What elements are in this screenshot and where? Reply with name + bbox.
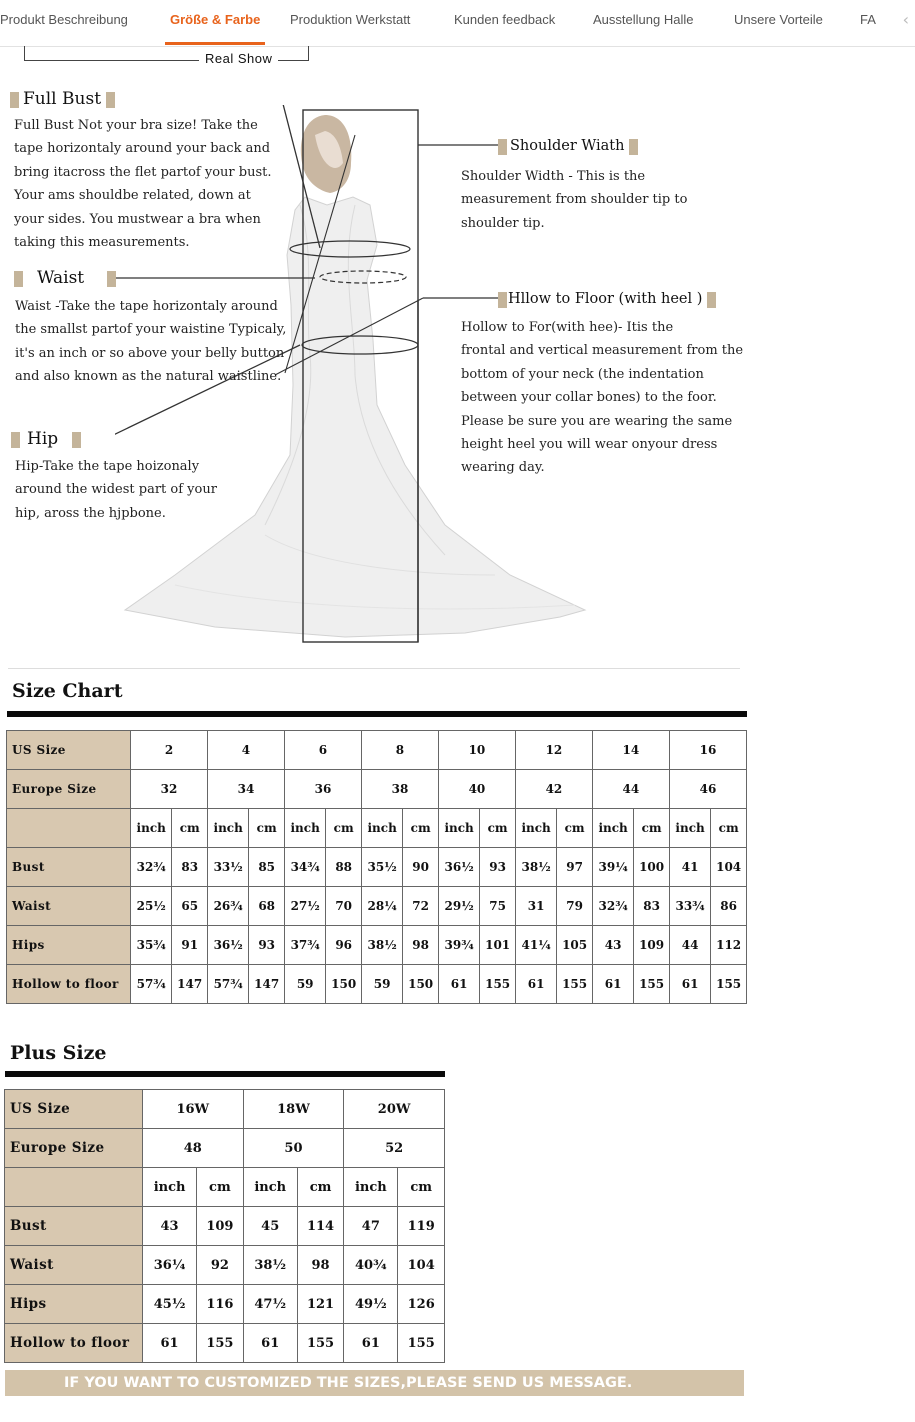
size-value-cell: 33¾ <box>669 887 710 926</box>
shoulder-width-description: Shoulder Width - This is the measurement from shoulder tip to shoulder tip. <box>461 169 688 231</box>
unit-cm-cell: cm <box>326 809 362 848</box>
size-value-cell: 61 <box>592 965 633 1004</box>
size-value-cell: 147 <box>172 965 208 1004</box>
unit-inch-cell: inch <box>207 809 248 848</box>
size-row-label: Waist <box>7 887 131 926</box>
hip-title: Hip <box>27 429 59 449</box>
size-value-cell: 35¾ <box>131 926 172 965</box>
size-value-cell: 105 <box>557 926 593 965</box>
plus-value-cell: 126 <box>398 1285 445 1324</box>
size-row-label: Hollow to floor <box>7 965 131 1004</box>
plus-value-cell: 109 <box>197 1207 244 1246</box>
size-value-cell: 150 <box>326 965 362 1004</box>
hollow-marker-end <box>707 292 716 308</box>
size-value-cell: 38½ <box>361 926 402 965</box>
us-size-cell: 8 <box>361 731 438 770</box>
plus-value-cell: 36¼ <box>143 1246 197 1285</box>
full-bust-description: Full Bust Not your bra size! Take the tape horizontaly around your back and bring itacross the flet partof your bust. Your ams shouldbe related, down at your sides. You mustwear a bra when taking this measurements. <box>14 118 272 251</box>
size-value-cell: 39¾ <box>438 926 479 965</box>
plus-value-cell: 121 <box>297 1285 344 1324</box>
plus-europe-size-label: Europe Size <box>5 1129 143 1168</box>
unit-inch-cell: inch <box>515 809 556 848</box>
plus-value-cell: 114 <box>297 1207 344 1246</box>
active-tab-underline <box>165 42 265 45</box>
plus-value-cell: 92 <box>197 1246 244 1285</box>
us-size-cell: 6 <box>284 731 361 770</box>
size-row-hips <box>7 926 747 965</box>
size-value-cell: 91 <box>172 926 208 965</box>
size-row-label: Hips <box>7 926 131 965</box>
size-chart-title-rule <box>7 711 747 717</box>
custom-size-notice <box>5 1370 744 1396</box>
size-value-cell: 72 <box>403 887 439 926</box>
size-value-cell: 26¾ <box>207 887 248 926</box>
size-value-cell: 104 <box>711 848 747 887</box>
plus-row-label: Hollow to floor <box>5 1324 143 1363</box>
plus-europe-size-cell: 50 <box>243 1129 344 1168</box>
us-size-cell: 12 <box>515 731 592 770</box>
hip-marker-end <box>72 432 81 448</box>
full-bust-marker-end <box>106 92 115 108</box>
europe-size-cell: 42 <box>515 770 592 809</box>
plus-row-waist <box>5 1246 445 1285</box>
size-value-cell: 150 <box>403 965 439 1004</box>
plus-unit-inch-cell: inch <box>344 1168 398 1207</box>
plus-unit-cm-cell: cm <box>197 1168 244 1207</box>
plus-value-cell: 61 <box>344 1324 398 1363</box>
size-value-cell: 28¼ <box>361 887 402 926</box>
size-value-cell: 79 <box>557 887 593 926</box>
size-value-cell: 109 <box>634 926 670 965</box>
size-value-cell: 41 <box>669 848 710 887</box>
size-value-cell: 147 <box>249 965 285 1004</box>
full-bust-title: Full Bust <box>23 89 102 109</box>
size-value-cell: 36½ <box>438 848 479 887</box>
size-value-cell: 83 <box>634 887 670 926</box>
size-value-cell: 33½ <box>207 848 248 887</box>
size-value-cell: 155 <box>557 965 593 1004</box>
size-value-cell: 75 <box>480 887 516 926</box>
size-value-cell: 70 <box>326 887 362 926</box>
plus-value-cell: 47½ <box>243 1285 297 1324</box>
unit-row-label <box>7 809 131 848</box>
size-row-bust <box>7 848 747 887</box>
size-value-cell: 86 <box>711 887 747 926</box>
waist-title: Waist <box>37 268 85 288</box>
size-value-cell: 98 <box>403 926 439 965</box>
plus-value-cell: 40¾ <box>344 1246 398 1285</box>
unit-cm-cell: cm <box>403 809 439 848</box>
plus-row-hollow-to-floor <box>5 1324 445 1363</box>
size-value-cell: 35½ <box>361 848 402 887</box>
plus-row-label: Bust <box>5 1207 143 1246</box>
plus-europe-size-cell: 48 <box>143 1129 244 1168</box>
plus-value-cell: 155 <box>197 1324 244 1363</box>
plus-unit-row <box>5 1168 445 1207</box>
waist-description: Waist -Take the tape horizontaly around the smallst partof your waistine Typicaly, it's an inch or so above your belly button and also known as the natural waistline. <box>15 299 287 385</box>
europe-size-cell: 32 <box>131 770 208 809</box>
size-value-cell: 61 <box>438 965 479 1004</box>
hollow-marker <box>498 292 507 308</box>
plus-us-size-cell: 18W <box>243 1090 344 1129</box>
size-chart-title: Size Chart <box>12 680 123 702</box>
size-value-cell: 59 <box>284 965 325 1004</box>
size-value-cell: 38½ <box>515 848 556 887</box>
plus-row-label: Hips <box>5 1285 143 1324</box>
europe-size-cell: 36 <box>284 770 361 809</box>
tab-product-description[interactable]: Produkt Beschreibung <box>0 12 128 27</box>
size-value-cell: 155 <box>480 965 516 1004</box>
size-value-cell: 29½ <box>438 887 479 926</box>
unit-cm-cell: cm <box>172 809 208 848</box>
size-value-cell: 43 <box>592 926 633 965</box>
plus-value-cell: 116 <box>197 1285 244 1324</box>
europe-size-cell: 38 <box>361 770 438 809</box>
size-value-cell: 57¾ <box>207 965 248 1004</box>
us-size-cell: 4 <box>207 731 284 770</box>
unit-cm-cell: cm <box>249 809 285 848</box>
size-value-cell: 101 <box>480 926 516 965</box>
size-value-cell: 100 <box>634 848 670 887</box>
unit-inch-cell: inch <box>438 809 479 848</box>
shoulder-width-title: Shoulder Wiath <box>510 138 625 154</box>
size-value-cell: 32¾ <box>131 848 172 887</box>
europe-size-cell: 44 <box>592 770 669 809</box>
size-value-cell: 31 <box>515 887 556 926</box>
unit-cm-cell: cm <box>634 809 670 848</box>
plus-unit-cm-cell: cm <box>398 1168 445 1207</box>
plus-row-label: Waist <box>5 1246 143 1285</box>
size-value-cell: 112 <box>711 926 747 965</box>
hip-description: Hip-Take the tape hoizonaly around the widest part of your hip, aross the hjpbone. <box>15 459 217 521</box>
shoulder-marker-end <box>629 139 638 155</box>
us-size-cell: 2 <box>131 731 208 770</box>
unit-cm-cell: cm <box>711 809 747 848</box>
size-value-cell: 65 <box>172 887 208 926</box>
size-value-cell: 27½ <box>284 887 325 926</box>
chevron-left-icon[interactable]: ‹ <box>902 10 909 29</box>
plus-size-table <box>4 1089 445 1363</box>
plus-us-size-cell: 16W <box>143 1090 244 1129</box>
custom-size-notice-text: IF YOU WANT TO CUSTOMIZED THE SIZES,PLEASE SEND US MESSAGE. <box>64 1375 633 1391</box>
plus-value-cell: 49½ <box>344 1285 398 1324</box>
size-value-cell: 37¾ <box>284 926 325 965</box>
plus-value-cell: 155 <box>297 1324 344 1363</box>
plus-value-cell: 119 <box>398 1207 445 1246</box>
size-value-cell: 88 <box>326 848 362 887</box>
plus-value-cell: 45 <box>243 1207 297 1246</box>
size-value-cell: 85 <box>249 848 285 887</box>
europe-size-row <box>7 770 747 809</box>
plus-value-cell: 38½ <box>243 1246 297 1285</box>
size-value-cell: 83 <box>172 848 208 887</box>
size-value-cell: 32¾ <box>592 887 633 926</box>
plus-value-cell: 98 <box>297 1246 344 1285</box>
hollow-to-floor-title: Hllow to Floor (with heel ) <box>508 291 703 307</box>
unit-cm-cell: cm <box>557 809 593 848</box>
size-value-cell: 97 <box>557 848 593 887</box>
size-value-cell: 34¾ <box>284 848 325 887</box>
real-show-label: Real Show <box>199 51 278 66</box>
plus-europe-size-row <box>5 1129 445 1168</box>
size-value-cell: 96 <box>326 926 362 965</box>
full-bust-marker <box>10 92 19 108</box>
plus-value-cell: 45½ <box>143 1285 197 1324</box>
unit-inch-cell: inch <box>131 809 172 848</box>
size-value-cell: 90 <box>403 848 439 887</box>
plus-value-cell: 43 <box>143 1207 197 1246</box>
tab-production-workshop[interactable]: Produktion Werkstatt <box>290 12 411 27</box>
tab-faq[interactable]: FA <box>860 12 876 27</box>
plus-unit-inch-cell: inch <box>243 1168 297 1207</box>
size-value-cell: 59 <box>361 965 402 1004</box>
us-size-cell: 10 <box>438 731 515 770</box>
size-value-cell: 41¼ <box>515 926 556 965</box>
size-value-cell: 68 <box>249 887 285 926</box>
plus-size-title-rule <box>5 1071 445 1077</box>
size-row-label: Bust <box>7 848 131 887</box>
plus-us-size-label: US Size <box>5 1090 143 1129</box>
size-chart-table <box>6 730 747 1004</box>
plus-unit-row-label <box>5 1168 143 1207</box>
size-value-cell: 61 <box>515 965 556 1004</box>
real-show-bracket <box>24 46 309 66</box>
size-value-cell: 36½ <box>207 926 248 965</box>
plus-value-cell: 47 <box>344 1207 398 1246</box>
europe-size-cell: 34 <box>207 770 284 809</box>
size-value-cell: 155 <box>634 965 670 1004</box>
size-value-cell: 93 <box>480 848 516 887</box>
size-value-cell: 155 <box>711 965 747 1004</box>
size-value-cell: 61 <box>669 965 710 1004</box>
unit-inch-cell: inch <box>669 809 710 848</box>
tab-our-advantages[interactable]: Unsere Vorteile <box>734 12 823 27</box>
plus-row-hips <box>5 1285 445 1324</box>
size-value-cell: 57¾ <box>131 965 172 1004</box>
unit-inch-cell: inch <box>361 809 402 848</box>
hip-marker <box>11 432 20 448</box>
size-value-cell: 25½ <box>131 887 172 926</box>
size-value-cell: 93 <box>249 926 285 965</box>
product-tab-bar <box>0 0 915 47</box>
europe-size-cell: 46 <box>669 770 746 809</box>
plus-us-size-row <box>5 1090 445 1129</box>
us-size-cell: 14 <box>592 731 669 770</box>
plus-europe-size-cell: 52 <box>344 1129 445 1168</box>
us-size-row <box>7 731 747 770</box>
europe-size-cell: 40 <box>438 770 515 809</box>
tab-customer-feedback[interactable]: Kunden feedback <box>454 12 556 27</box>
us-size-cell: 16 <box>669 731 746 770</box>
plus-us-size-cell: 20W <box>344 1090 445 1129</box>
plus-row-bust <box>5 1207 445 1246</box>
tab-exhibition-hall[interactable]: Ausstellung Halle <box>593 12 694 27</box>
plus-value-cell: 61 <box>243 1324 297 1363</box>
unit-inch-cell: inch <box>592 809 633 848</box>
waist-marker-end <box>107 271 116 287</box>
unit-cm-cell: cm <box>480 809 516 848</box>
plus-size-title: Plus Size <box>10 1042 107 1064</box>
shoulder-marker <box>498 139 507 155</box>
plus-unit-inch-cell: inch <box>143 1168 197 1207</box>
unit-inch-cell: inch <box>284 809 325 848</box>
size-value-cell: 44 <box>669 926 710 965</box>
size-value-cell: 39¼ <box>592 848 633 887</box>
plus-value-cell: 61 <box>143 1324 197 1363</box>
tab-size-color[interactable]: Größe & Farbe <box>170 12 261 27</box>
plus-value-cell: 104 <box>398 1246 445 1285</box>
hollow-to-floor-description: Hollow to For(with hee)- Itis the frontal and vertical measurement from the bottom of your neck (the indentation between your collar bones) to the foor. Please be sure you are wearing the same height heel you will wear onyour dress wearing day. <box>461 320 744 476</box>
section-divider <box>8 668 740 669</box>
plus-unit-cm-cell: cm <box>297 1168 344 1207</box>
waist-marker <box>14 271 23 287</box>
size-row-waist <box>7 887 747 926</box>
unit-row <box>7 809 747 848</box>
plus-value-cell: 155 <box>398 1324 445 1363</box>
europe-size-label: Europe Size <box>7 770 131 809</box>
size-row-hollow-to-floor <box>7 965 747 1004</box>
us-size-label: US Size <box>7 731 131 770</box>
